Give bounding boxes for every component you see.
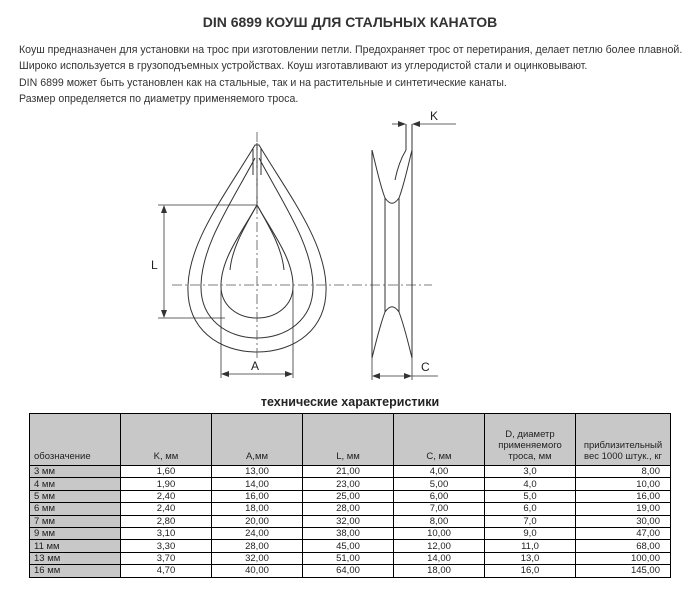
table-cell: 3,0	[485, 466, 576, 478]
table-row	[30, 527, 671, 539]
description-line-3: DIN 6899 может быть установлен как на стальные, так и на растительные и синтетические канаты.	[19, 77, 507, 89]
header-weight: приблизительный вес 1000 штук., кг	[576, 414, 671, 466]
table-header-row	[30, 414, 671, 466]
table-cell: 18,00	[394, 565, 485, 577]
table-cell: 3 мм	[30, 466, 121, 478]
table-cell: 12,00	[394, 540, 485, 552]
table-cell: 30,00	[576, 515, 671, 527]
table-cell: 16,00	[212, 490, 303, 502]
table-cell: 13,00	[212, 466, 303, 478]
table-row	[30, 503, 671, 515]
specifications-table	[29, 413, 671, 578]
table-cell: 5 мм	[30, 490, 121, 502]
description-line-2: Широко используется в грузоподъемных устройствах. Коуш изготавливают из углеродистой стали и оцинковывают.	[19, 60, 588, 72]
table-cell: 14,00	[212, 478, 303, 490]
table-cell: 10,00	[576, 478, 671, 490]
table-cell: 13,0	[485, 552, 576, 564]
table-cell: 38,00	[303, 527, 394, 539]
table-cell: 2,40	[121, 490, 212, 502]
table-cell: 47,00	[576, 527, 671, 539]
table-cell: 13 мм	[30, 552, 121, 564]
table-row	[30, 515, 671, 527]
thimble-side-view	[372, 124, 412, 358]
table-cell: 6 мм	[30, 503, 121, 515]
table-cell: 5,0	[485, 490, 576, 502]
table-cell: 28,00	[212, 540, 303, 552]
dimension-label-c: C	[421, 360, 430, 374]
header-k: K, мм	[121, 414, 212, 466]
table-cell: 3,70	[121, 552, 212, 564]
page-title: DIN 6899 КОУШ ДЛЯ СТАЛЬНЫХ КАНАТОВ	[202, 14, 498, 30]
table-cell: 23,00	[303, 478, 394, 490]
dimension-label-l: L	[151, 258, 158, 272]
table-cell: 5,00	[394, 478, 485, 490]
table-cell: 7,00	[394, 503, 485, 515]
table-cell: 28,00	[303, 503, 394, 515]
table-row	[30, 565, 671, 577]
table-cell: 2,40	[121, 503, 212, 515]
table-cell: 18,00	[212, 503, 303, 515]
table-cell: 8,00	[394, 515, 485, 527]
table-cell: 16,0	[485, 565, 576, 577]
table-cell: 51,00	[303, 552, 394, 564]
dimension-label-k: K	[430, 109, 439, 123]
table-cell: 16 мм	[30, 565, 121, 577]
table-cell: 2,80	[121, 515, 212, 527]
table-cell: 3,30	[121, 540, 212, 552]
header-c: C, мм	[394, 414, 485, 466]
table-cell: 21,00	[303, 466, 394, 478]
table-cell: 11 мм	[30, 540, 121, 552]
table-cell: 1,60	[121, 466, 212, 478]
table-cell: 8,00	[576, 466, 671, 478]
table-cell: 6,0	[485, 503, 576, 515]
table-cell: 100,00	[576, 552, 671, 564]
table-cell: 32,00	[303, 515, 394, 527]
table-cell: 20,00	[212, 515, 303, 527]
table-row	[30, 466, 671, 478]
table-cell: 4 мм	[30, 478, 121, 490]
table-cell: 9,0	[485, 527, 576, 539]
table-cell: 32,00	[212, 552, 303, 564]
table-cell: 10,00	[394, 527, 485, 539]
table-title: технические характеристики	[260, 395, 440, 409]
table-cell: 7 мм	[30, 515, 121, 527]
header-l: L, мм	[303, 414, 394, 466]
table-cell: 4,70	[121, 565, 212, 577]
table-row	[30, 540, 671, 552]
table-row	[30, 552, 671, 564]
description-line-1: Коуш предназначен для установки на трос при изготовлении петли. Предохраняет трос от перетирания, делает петлю более плавной.	[19, 44, 683, 56]
table-cell: 6,00	[394, 490, 485, 502]
table-cell: 4,0	[485, 478, 576, 490]
header-a: A,мм	[212, 414, 303, 466]
table-cell: 4,00	[394, 466, 485, 478]
table-cell: 45,00	[303, 540, 394, 552]
table-cell: 11,0	[485, 540, 576, 552]
table-cell: 64,00	[303, 565, 394, 577]
table-cell: 3,10	[121, 527, 212, 539]
table-cell: 40,00	[212, 565, 303, 577]
table-cell: 14,00	[394, 552, 485, 564]
header-rope-diameter: D, диаметр применяемого троса, мм	[485, 414, 576, 466]
table-row	[30, 478, 671, 490]
description-line-4: Размер определяется по диаметру применяемого троса.	[19, 93, 299, 105]
table-cell: 68,00	[576, 540, 671, 552]
table-cell: 7,0	[485, 515, 576, 527]
table-cell: 19,00	[576, 503, 671, 515]
table-cell: 24,00	[212, 527, 303, 539]
table-cell: 25,00	[303, 490, 394, 502]
table-row	[30, 490, 671, 502]
table-cell: 1,90	[121, 478, 212, 490]
header-designation: обозначение	[30, 414, 121, 466]
dimension-label-a: A	[251, 359, 260, 373]
table-cell: 16,00	[576, 490, 671, 502]
thimble-technical-drawing	[0, 100, 700, 390]
table-cell: 145,00	[576, 565, 671, 577]
table-cell: 9 мм	[30, 527, 121, 539]
